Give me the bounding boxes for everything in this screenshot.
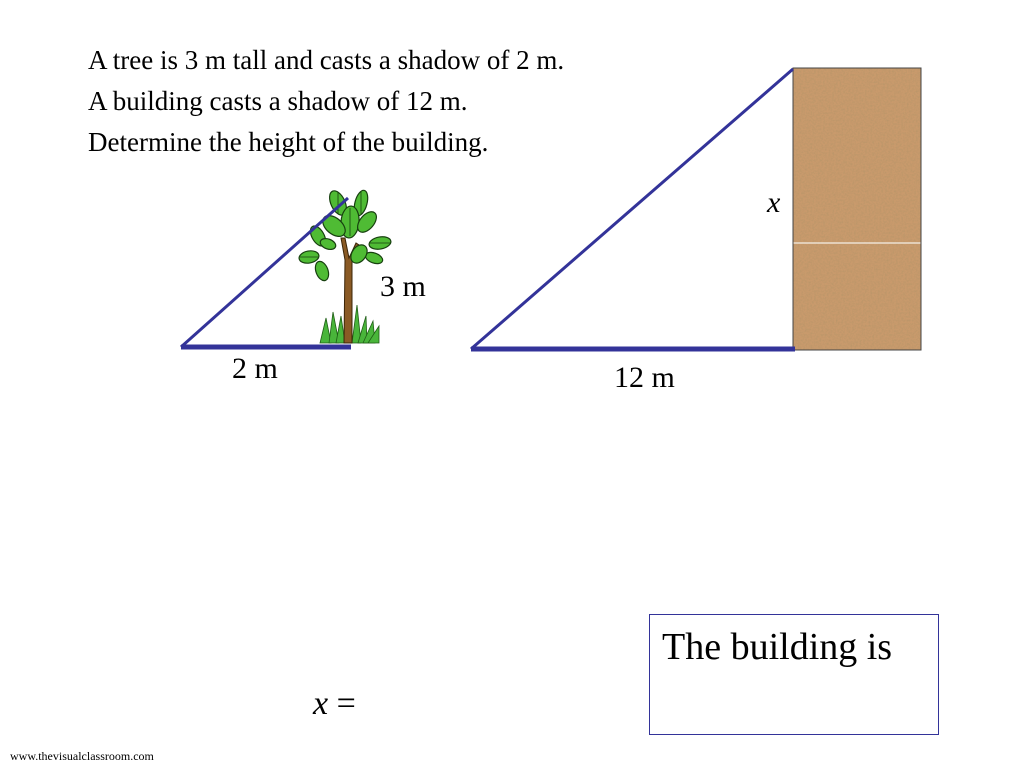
tree-icon xyxy=(298,188,392,343)
building xyxy=(793,68,921,350)
equation xyxy=(313,685,356,723)
building-shadow-label: 12 m xyxy=(614,361,675,394)
tree-height-label: 3 m xyxy=(380,270,426,303)
answer-box: The building is xyxy=(649,614,939,735)
problem-line-1: A tree is 3 m tall and casts a shadow of 2 m. xyxy=(88,45,565,75)
building-triangle xyxy=(471,69,795,349)
problem-line-2: A building casts a shadow of 12 m. xyxy=(88,86,468,116)
equation-variable: x xyxy=(313,685,329,722)
footer-credit: www.thevisualclassroom.com xyxy=(10,749,154,763)
problem-line-3: Determine the height of the building. xyxy=(88,127,489,157)
building-height-label: x xyxy=(767,186,781,219)
tree-shadow-label: 2 m xyxy=(232,352,278,385)
equation-equals: = xyxy=(328,685,356,722)
